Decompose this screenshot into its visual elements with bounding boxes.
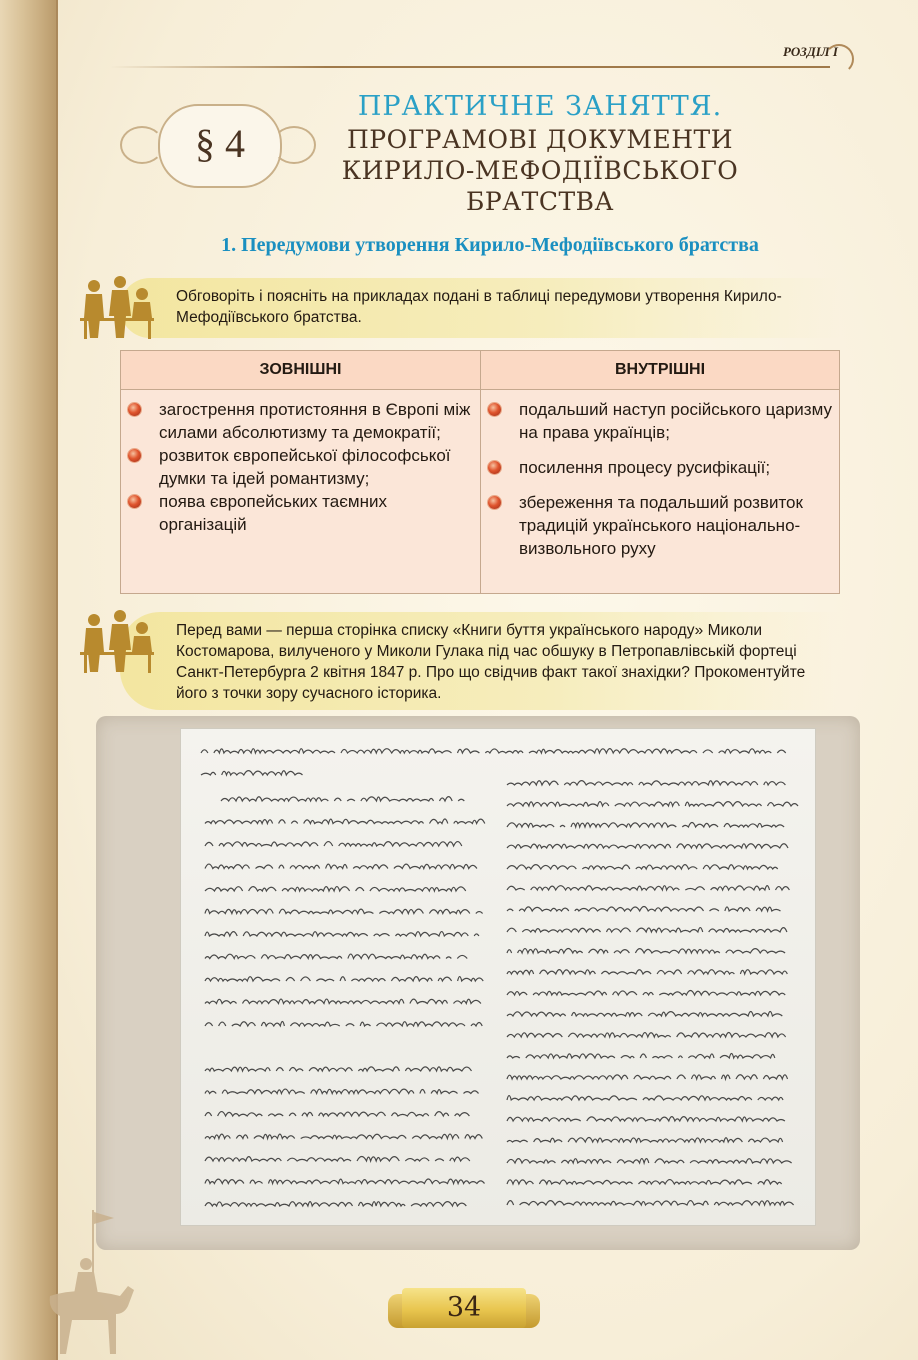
red-bullet-icon: [488, 461, 501, 474]
list-item: посилення процесу русифікації;: [481, 456, 833, 479]
page-number: 34: [446, 1292, 482, 1323]
page-title: [320, 90, 760, 217]
header-curl-ornament: [824, 44, 854, 74]
title-line-1: ПРАКТИЧНЕ ЗАНЯТТЯ.: [357, 91, 723, 122]
internal-list: [481, 390, 839, 560]
title-line-2: ПРОГРАМОВІ ДОКУМЕНТИ: [346, 125, 734, 154]
table-column-external: [121, 351, 481, 593]
handwriting-illustration: [181, 729, 815, 1225]
horse-rider-silhouette-icon: [40, 1210, 140, 1360]
paragraph-badge: [118, 96, 318, 192]
discussion-group-icon: [76, 606, 162, 676]
red-bullet-icon: [128, 495, 141, 508]
header-rule: [110, 66, 830, 68]
task-2-text: Перед вами — перша сторінка списку «Книги буття українського народу» Миколи Костомарова, вилученого у Миколи Гулака під час обшуку в Петропавлівській фортеці Санкт-Петербурга 2 квітня 1847 р. Про що свідчив факт такої знахідки? Прокоментуйте його з точки зору сучасного історика.: [176, 622, 806, 702]
title-line-4: БРАТСТВА: [466, 187, 614, 216]
table-header-external: ЗОВНІШНІ: [121, 351, 480, 390]
task-box-1: [120, 278, 840, 338]
red-bullet-icon: [488, 496, 501, 509]
paragraph-number: § 4: [195, 121, 245, 166]
list-item: розвиток європейської філософської думки та ідей романтизму;: [121, 444, 474, 490]
left-decorative-strip: [0, 0, 58, 1360]
title-line-3: КИРИЛО-МЕФОДІЇВСЬКОГО: [341, 156, 739, 185]
page-number-ribbon: [388, 1282, 540, 1334]
list-item: загострення протистояння в Європі між силами абсолютизму та демократії;: [121, 398, 474, 444]
red-bullet-icon: [128, 449, 141, 462]
table-header-internal: ВНУТРІШНІ: [481, 351, 839, 390]
task-box-2: [120, 612, 840, 710]
red-bullet-icon: [128, 403, 141, 416]
list-item: збереження та подальший розвиток традицій українського національно-визвольного руху: [481, 491, 833, 560]
section-label: РОЗДІЛ І: [783, 44, 838, 59]
list-item: подальший наступ російського царизму на права українців;: [481, 398, 833, 444]
task-1-text: Обговоріть і поясніть на прикладах подані в таблиці передумови утворення Кирило-Мефодіївського братства.: [176, 288, 782, 326]
table-column-internal: [481, 351, 839, 593]
external-list: [121, 390, 480, 536]
red-bullet-icon: [488, 403, 501, 416]
prerequisites-table: [120, 350, 840, 594]
section-subtitle: 1. Передумови утворення Кирило-Мефодіївського братства: [221, 234, 759, 256]
discussion-group-icon: [76, 272, 162, 342]
list-item: поява європейських таємних організацій: [121, 490, 474, 536]
manuscript-image: [180, 728, 816, 1226]
